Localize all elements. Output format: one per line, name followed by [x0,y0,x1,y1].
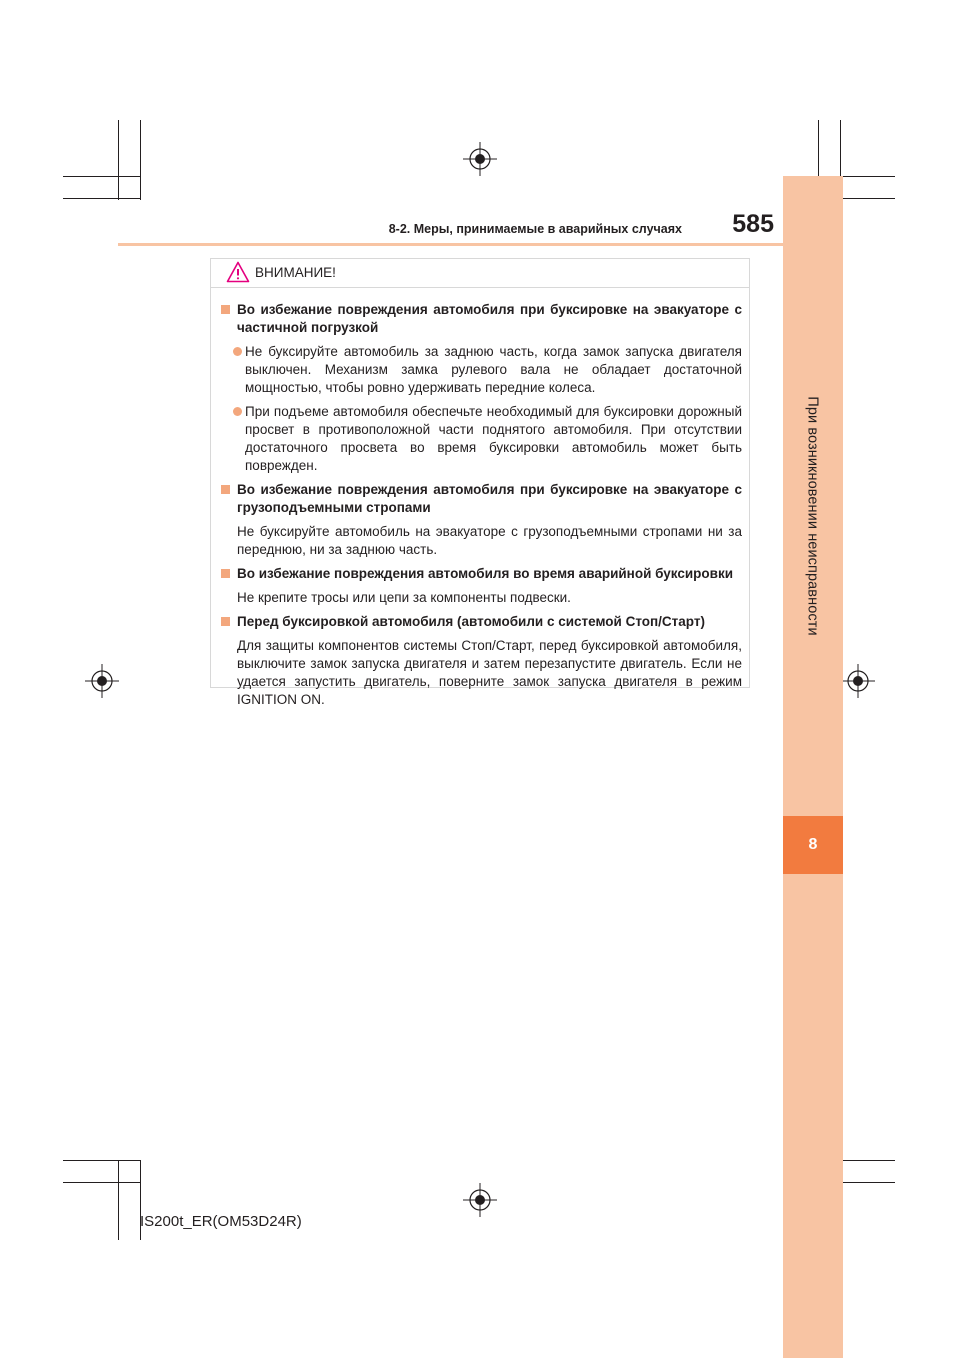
crop-mark [118,120,119,200]
crop-mark [140,120,141,200]
section-text: Для защиты компонентов системы Стоп/Старт, перед буксировкой автомобиля, выключите замок запуска двигателя и затем перезапустите двигатель. Если не удается запустить двигатель, поверните замок запуска двигателя в режим IGNITION ON. [237,638,742,707]
section-title: 8-2. Меры, принимаемые в аварийных случаях [388,222,682,236]
section-heading [219,613,742,631]
registration-mark-icon [841,664,875,698]
list-item [219,403,742,475]
list-item [219,343,742,397]
chapter-number: 8 [783,816,843,874]
list-item-text: При подъеме автомобиля обеспечьте необходимый для буксировки дорожный просвет в противоположной части поднятого автомобиля. При отсутствии достаточного просвета во время буксировки автомобиль может быть поврежден. [245,404,742,473]
section-heading-text: Во избежание повреждения автомобиля во время аварийной буксировки [237,566,734,581]
warning-header [211,259,749,288]
warning-triangle-icon [226,261,250,283]
section-heading [219,301,742,337]
crop-mark [118,1160,119,1240]
section-heading [219,481,742,517]
section-text: Не крепите тросы или цепи за компоненты подвески. [237,590,571,605]
crop-mark [63,1182,140,1183]
list-item-text: Не буксируйте автомобиль за заднюю часть, когда замок запуска двигателя выключен. Механизм замка рулевого вала не обладает достаточной мощностью, чтобы ровно удерживать передние колеса. [245,344,742,395]
warning-box [210,258,750,707]
section-heading-text: Перед буксировкой автомобиля (автомобили с системой Стоп/Старт) [237,614,705,629]
side-tab-title-text: При возникновении неисправности [805,396,821,636]
square-bullet-icon [221,485,230,494]
crop-mark [63,1160,140,1161]
page-number: 585 [732,210,774,238]
section-heading [219,565,742,583]
warning-content [219,301,742,715]
square-bullet-icon [221,569,230,578]
document-id: IS200t_ER(OM53D24R) [140,1213,302,1230]
square-bullet-icon [221,305,230,314]
registration-mark-icon [463,1183,497,1217]
crop-mark [63,198,140,199]
side-tab-title [783,176,843,816]
circle-bullet-icon [233,407,242,416]
section-text: Не буксируйте автомобиль на эвакуаторе с грузоподъемными стропами ни за переднюю, ни за заднюю часть. [237,524,742,557]
registration-mark-icon [85,664,119,698]
crop-mark [63,176,140,177]
registration-mark-icon [463,142,497,176]
warning-title: ВНИМАНИЕ! [255,265,336,280]
header-rule [118,243,783,246]
section-heading-text: Во избежание повреждения автомобиля при буксировке на эвакуаторе с грузоподъемными стропами [237,482,742,515]
square-bullet-icon [221,617,230,626]
section-heading-text: Во избежание повреждения автомобиля при буксировке на эвакуаторе с частичной погрузкой [237,302,742,335]
circle-bullet-icon [233,347,242,356]
